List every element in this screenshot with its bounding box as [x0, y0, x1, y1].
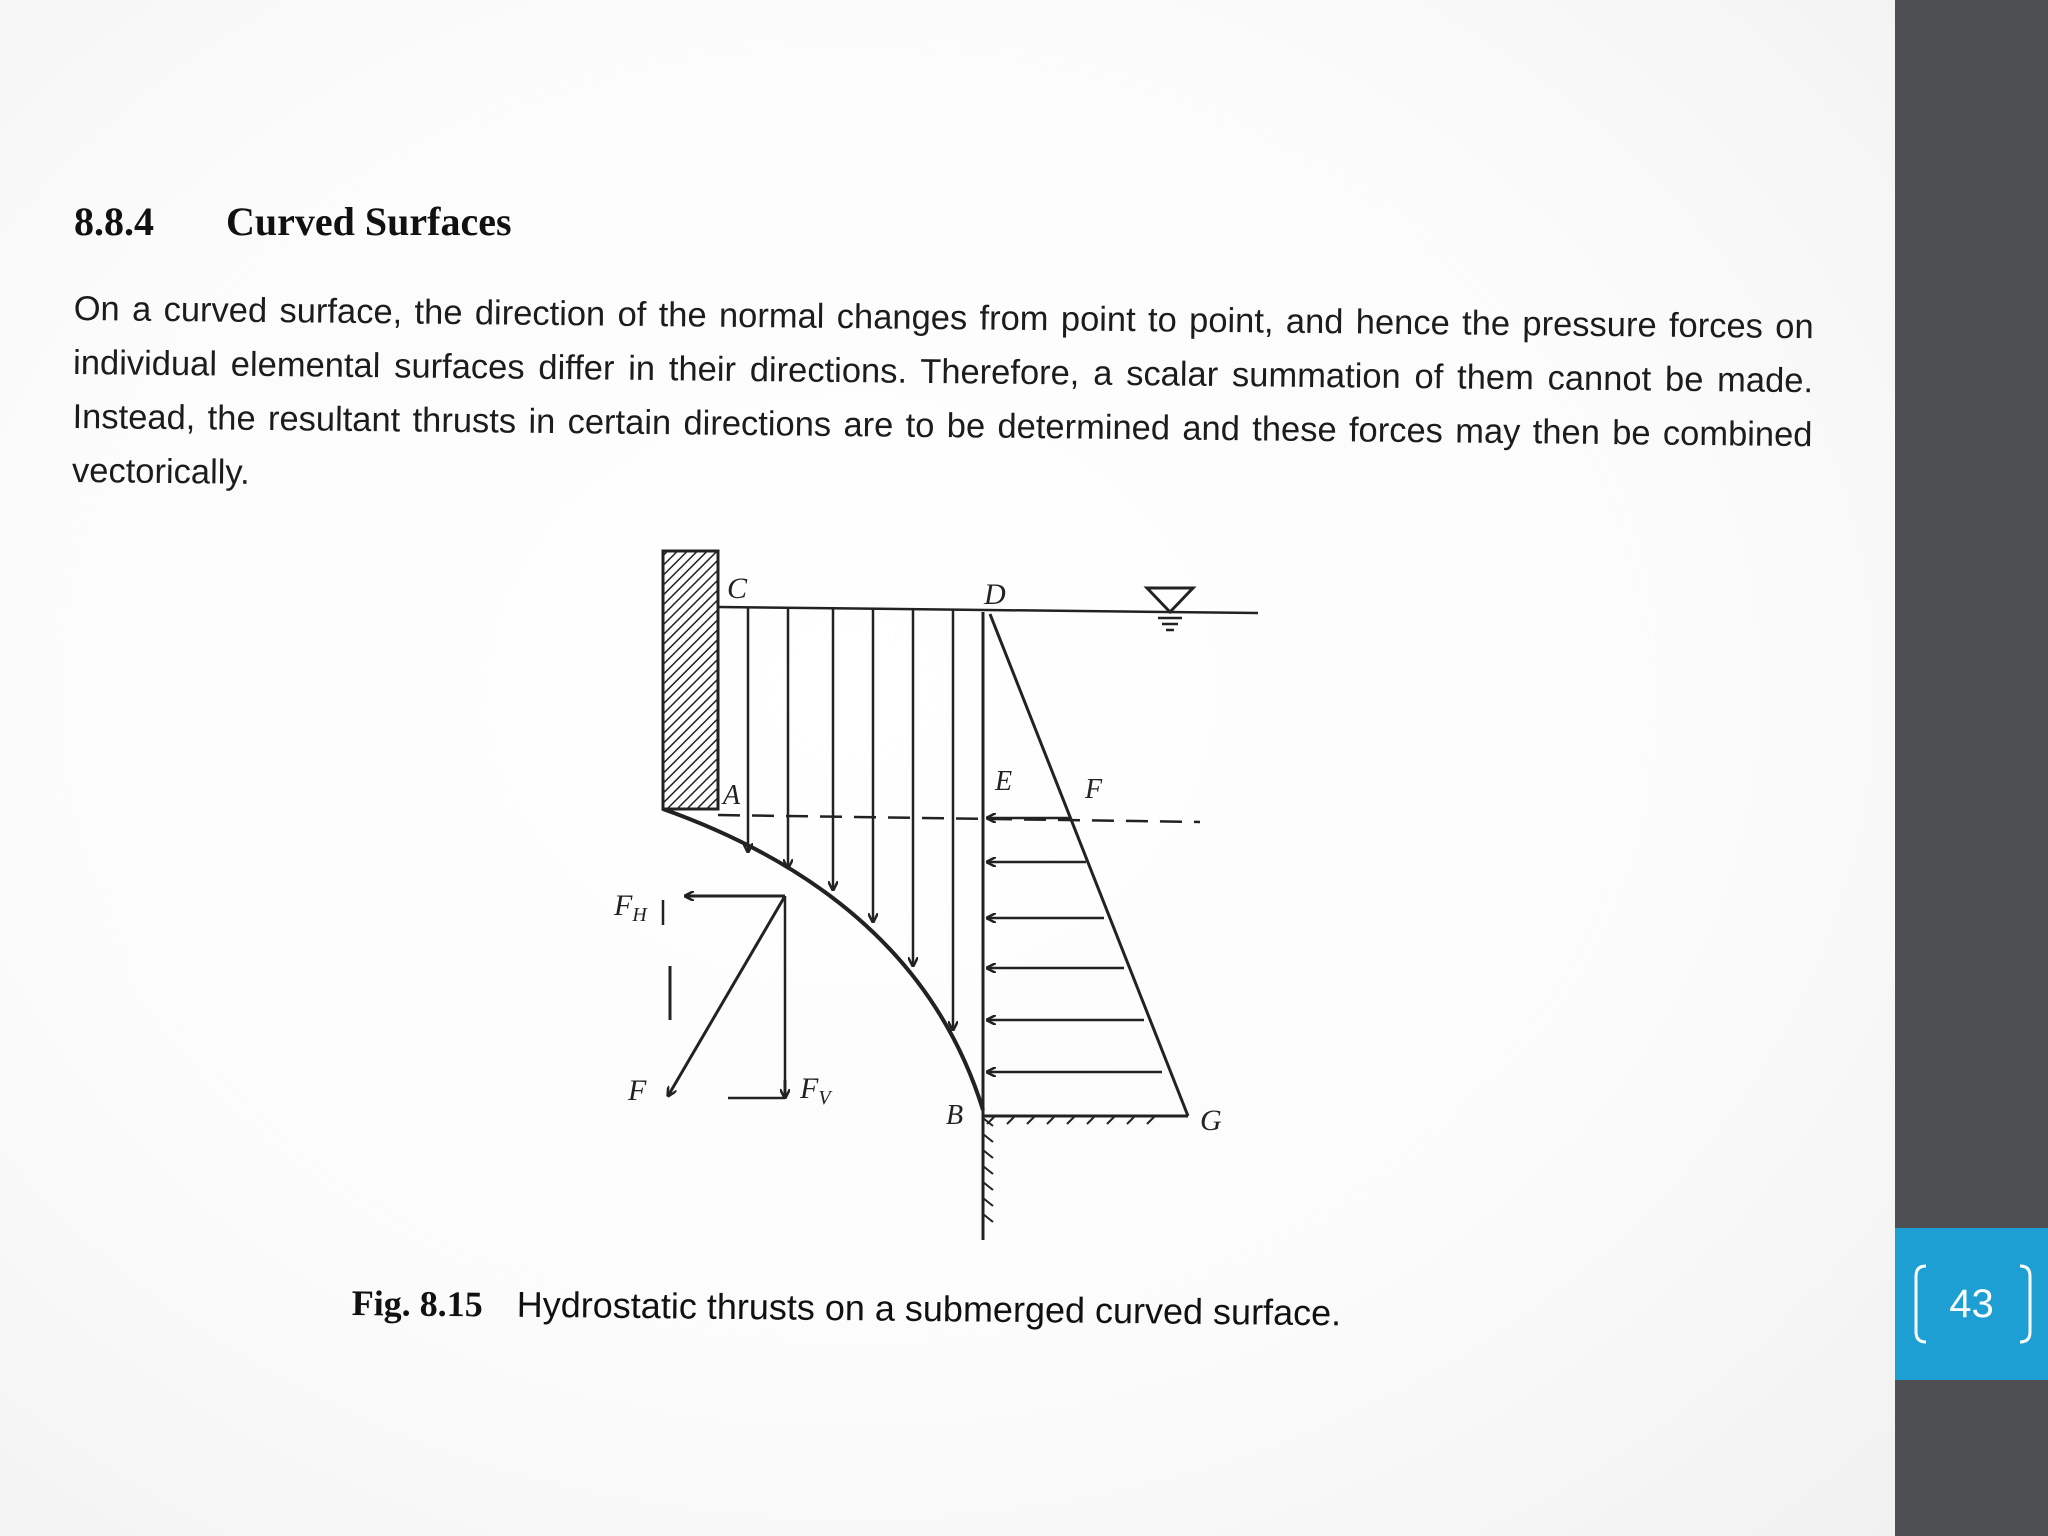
pressure-triangle-dg	[983, 614, 1188, 1124]
label-a: A	[723, 780, 741, 811]
label-fv: $F_V$	[800, 1072, 831, 1109]
free-surface-icon	[1147, 588, 1193, 630]
label-g: G	[1200, 1104, 1222, 1137]
force-resultant-diagram	[663, 896, 785, 1098]
label-f-resultant: F	[628, 1074, 647, 1107]
curved-surface-ab	[663, 809, 983, 1110]
label-e: E	[995, 766, 1013, 797]
section-number: 8.8.4	[74, 199, 154, 244]
dashed-level-line	[718, 815, 1200, 822]
figure-caption-text: Hydrostatic thrusts on a submerged curved surface.	[516, 1283, 1342, 1334]
label-d: D	[984, 578, 1006, 611]
section-title: Curved Surfaces	[226, 199, 512, 244]
label-c: C	[727, 572, 748, 605]
label-b: B	[946, 1100, 964, 1131]
label-f: F	[1085, 774, 1103, 805]
page-number: 43	[1949, 1281, 1994, 1326]
vertical-projection-db	[983, 612, 993, 1240]
label-fh: $F_H$	[614, 889, 647, 926]
body-paragraph: On a curved surface, the direction of the normal changes from point to point, and hence the pressure forces on individual elemental surfaces differ in their directions. Therefore, a scalar summation of them cannot be made. Instead, the resultant thrusts in certain directions are to be determined and these forces may then be combined vectorically.	[71, 289, 1814, 492]
figure-caption-label: Fig. 8.15	[351, 1283, 483, 1325]
horizontal-pressure-arrows	[987, 818, 1162, 1072]
wall-hatched	[663, 551, 718, 809]
